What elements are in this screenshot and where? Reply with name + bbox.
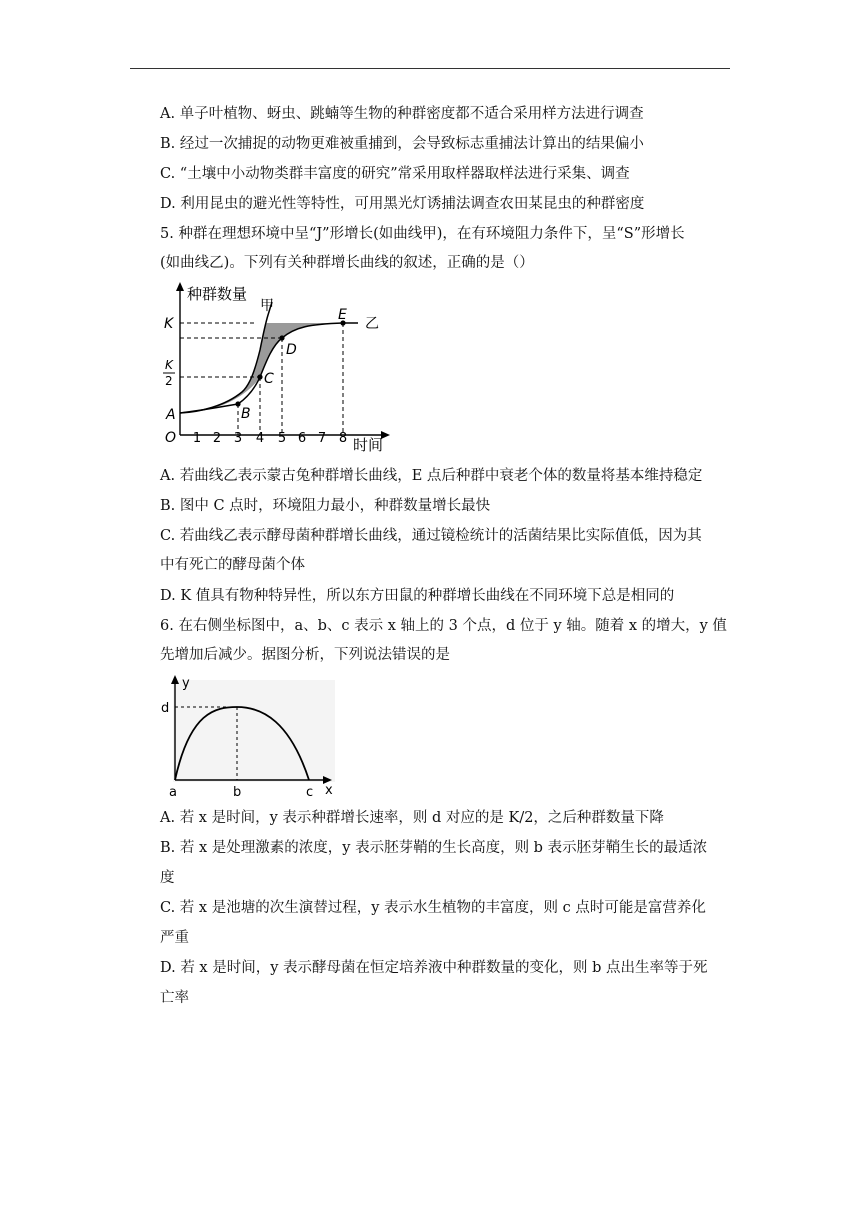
q5-option-b: B. 图中 C 点时，环境阻力最小，种群数量增长最快 bbox=[160, 498, 491, 514]
q4-option-d: D. 利用昆虫的避光性等特性，可用黑光灯诱捕法调查农田某昆虫的种群密度 bbox=[160, 196, 645, 212]
q5-figure-svg bbox=[160, 280, 390, 455]
q6-a-label: a bbox=[169, 785, 177, 800]
q5-y-title: 种群数量 bbox=[187, 285, 248, 303]
q5-label-half-den: 2 bbox=[165, 374, 173, 388]
q6-option-c-line2: 严重 bbox=[160, 930, 189, 946]
q5-xtick-2: 2 bbox=[212, 431, 222, 446]
q5-option-c-line2: 中有死亡的酵母菌个体 bbox=[160, 557, 305, 573]
q6-option-d-line1: D. 若 x 是时间，y 表示酵母菌在恒定培养液中种群数量的变化，则 b 点出生率等于死 bbox=[160, 960, 708, 976]
q6-y-label: y bbox=[182, 676, 190, 691]
q6-stem-line1: 6. 在右侧坐标图中，a、b、c 表示 x 轴上的 3 个点，d 位于 y 轴。随着 x 的增大，y 值 bbox=[160, 618, 727, 634]
q5-xtick-5: 5 bbox=[277, 431, 287, 446]
q5-stem-line1: 5. 种群在理想环境中呈“J”形增长(如曲线甲)，在有环境阻力条件下，呈“S”形增长 bbox=[160, 226, 685, 242]
q5-xtick-8: 8 bbox=[338, 431, 348, 446]
q5-origin: O bbox=[165, 430, 177, 446]
q4-option-a: A. 单子叶植物、蚜虫、跳蝻等生物的种群密度都不适合采用样方法进行调查 bbox=[160, 106, 644, 122]
q6-option-b-line1: B. 若 x 是处理激素的浓度，y 表示胚芽鞘的生长高度，则 b 表示胚芽鞘生长的最适浓 bbox=[160, 840, 708, 856]
q6-figure bbox=[155, 672, 345, 806]
q4-option-b: B. 经过一次捕捉的动物更难被重捕到，会导致标志重捕法计算出的结果偏小 bbox=[160, 136, 644, 152]
q5-xtick-3: 3 bbox=[233, 431, 243, 446]
q5-point-E: E bbox=[338, 307, 347, 323]
q5-label-K: K bbox=[164, 316, 174, 332]
header-rule bbox=[130, 68, 730, 69]
q6-x-label: x bbox=[325, 783, 333, 798]
q5-xtick-1: 1 bbox=[192, 431, 202, 446]
q6-d-label: d bbox=[161, 701, 170, 716]
q5-curve-jia bbox=[180, 302, 272, 413]
q5-point-D: D bbox=[286, 342, 297, 358]
q6-b-label: b bbox=[233, 785, 242, 800]
q5-option-a: A. 若曲线乙表示蒙古兔种群增长曲线，E 点后种群中衰老个体的数量将基本维持稳定 bbox=[160, 468, 703, 484]
q5-xtick-7: 7 bbox=[317, 431, 327, 446]
q5-xtick-6: 6 bbox=[297, 431, 307, 446]
q5-figure bbox=[160, 280, 390, 459]
q6-option-d-line2: 亡率 bbox=[160, 990, 189, 1006]
q5-xtick-4: 4 bbox=[255, 431, 265, 446]
q6-c-label: c bbox=[306, 785, 314, 800]
q4-option-c: C. “土壤中小动物类群丰富度的研究”常采用取样器取样法进行采集、调查 bbox=[160, 166, 630, 182]
q5-point-B: B bbox=[241, 406, 251, 422]
q6-stem-line2: 先增加后减少。据图分析，下列说法错误的是 bbox=[160, 647, 450, 663]
q5-label-half-num: K bbox=[165, 358, 173, 372]
q5-x-title: 时间 bbox=[353, 436, 384, 454]
q6-option-c-line1: C. 若 x 是池塘的次生演替过程，y 表示水生植物的丰富度，则 c 点时可能是富营养化 bbox=[160, 900, 706, 916]
q6-option-b-line2: 度 bbox=[160, 870, 175, 886]
q5-option-c-line1: C. 若曲线乙表示酵母菌种群增长曲线，通过镜检统计的活菌结果比实际值低，因为其 bbox=[160, 528, 702, 544]
q5-option-d: D. K 值具有物种特异性，所以东方田鼠的种群增长曲线在不同环境下总是相同的 bbox=[160, 588, 675, 604]
q5-point-C: C bbox=[264, 371, 274, 387]
q6-option-a: A. 若 x 是时间，y 表示种群增长速率，则 d 对应的是 K/2，之后种群数量下降 bbox=[160, 810, 664, 826]
q5-point-A: A bbox=[166, 407, 176, 423]
q5-label-yi: 乙 bbox=[365, 316, 379, 332]
q6-figure-svg bbox=[155, 672, 345, 802]
q5-stem-line2: (如曲线乙)。下列有关种群增长曲线的叙述，正确的是（） bbox=[160, 255, 534, 271]
q5-label-jia: 甲 bbox=[260, 298, 274, 314]
